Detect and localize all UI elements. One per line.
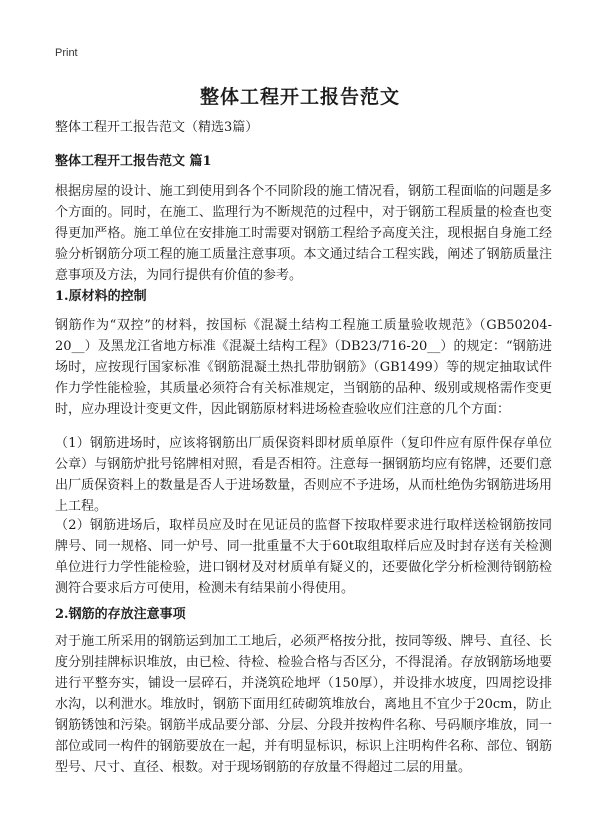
paragraph-storage: 对于施工所采用的钢筋运到加工工地后，必须严格按分批，按同等级、牌号、直径、长度分别挂牌标识堆放，由已检、待检、检验合格与否区分，不得混淆。存放钢筋场地要进行平整夯实，铺设一层碎石，并浇筑砼地坪（150厚），并设排水坡度，四周挖设排水沟，以利泄水。堆放时，钢筋下面用红砖砌筑堆放台，离地且不宜少于20cm，防止钢筋锈蚀和污染。钢筋半成品要分部、分层、分段并按构件名称、号码顺序堆放，同一部位或同一构件的钢筋要放在一起，并有明显标识，标识上注明构件名称、部位、钢筋型号、尺寸、直径、根数。对于现场钢筋的存放量不得超过二层的用量。: [55, 634, 552, 775]
paragraph-item-1: （1）钢筋进场时，应该将钢筋出厂质保资料即材质单原件（复印件应有原件保存单位公章）与钢筋炉批号铭牌相对照，看是否相符。注意每一捆钢筋均应有铭牌，还要们意出厂质保资料上的数量是否人于进场数量，否则应不予进场，从而杜绝伪劣钢筋进场用上工程。: [55, 436, 552, 514]
document-subtitle: 整体工程开工报告范文（精选3篇）: [55, 120, 259, 135]
paragraph-raw-materials: 钢筋作为“双控”的材料，按国标《混凝土结构工程施工质量验收规范》（GB50204-20__）及黑龙江省地方标准《混凝土结构工程》（DB23/716-20__）的规定：“钢筋进场时，应按现行国家标准《钢筋混凝土热扎带肋钢筋》（GB1499）等的规定抽取试件作力学性能检验，其质量必须符合有关标准规定，当钢筋的品种、级别或规格需作变更时，应办理设计变更文件，因此钢筋原材料进场检查验收应们注意的几个方面：: [55, 318, 552, 417]
heading-storage: 2.钢筋的存放注意事项: [55, 607, 186, 622]
print-label: Print: [55, 47, 78, 59]
section-title: 整体工程开工报告范文 篇1: [55, 154, 212, 169]
paragraph-item-2: （2）钢筋进场后，取样员应及时在见证员的监督下按取样要求进行取样送检钢筋按同牌号、同一规格、同一炉号、同一批重量不大于60t取组取样后应及时封存送有关检测单位进行力学性能检验，进口钢材及对材质单有疑义的，还要做化学分析检测待钢筋检测符合要求后方可使用，检测未有结果前小得使用。: [55, 518, 552, 596]
document-title: 整体工程开工报告范文: [199, 86, 400, 108]
heading-raw-materials: 1.原材料的控制: [55, 289, 147, 304]
intro-paragraph: 根据房屋的设计、施工到使用到各个不同阶段的施工情况看，钢筋工程面临的问题是多个方面的。同时，在施工、监理行为不断规范的过程中，对于钢筋工程质量的检查也变得更加严格。施工单位在安排施工时需要对钢筋工程给予高度关注，现根据自身施工经验分析钢筋分项工程的施工质量注意事项。本文通过结合工程实践，阐述了钢筋质量注意事项及方法，为同行提供有价值的参考。: [55, 184, 552, 283]
